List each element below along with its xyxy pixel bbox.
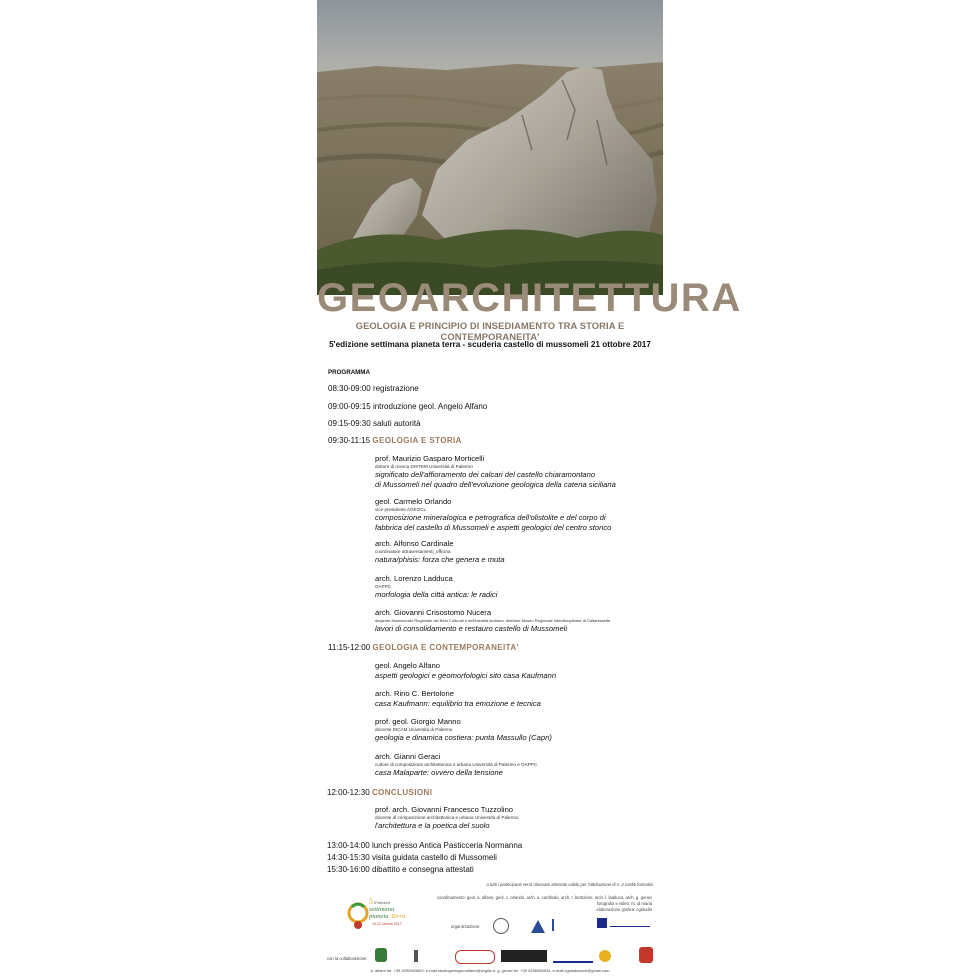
talk-title: di Mussomeli nel quadro dell'evoluzione geologica della catena siciliana <box>375 480 616 489</box>
logo-edition: 5°edizione <box>374 901 391 905</box>
time: 09:30-11:15 <box>328 436 371 445</box>
speaker-block <box>375 497 611 533</box>
logo-word: Terra <box>391 913 406 920</box>
speaker-name: arch. Rino C. Bertolone <box>375 689 454 698</box>
time: 13:00-14:00 <box>327 841 370 850</box>
speaker-role: vice presidente AGEOCL <box>375 507 427 512</box>
speaker-role: docente DICAM Università di Palermo <box>375 727 453 732</box>
time: 15:30-16:00 <box>327 865 370 874</box>
speaker-role: OAPPC <box>375 584 392 589</box>
coordination-credits <box>432 895 652 913</box>
activity: visita guidata castello di Mussomeli <box>371 853 497 862</box>
time: 11:15-12:00 <box>328 643 371 652</box>
speaker-role: docente di composizione architettonica e urbana Università di Palermo <box>375 815 519 820</box>
talk-title: lavori di consolidamento e restauro castello di Mussomeli <box>375 624 568 633</box>
speaker-role: cultore di composizione architettonica e urbana Università di Palermo e OAPPC <box>375 762 538 767</box>
speaker-block <box>375 717 552 743</box>
speaker-name: prof. Maurizio Gasparo Morticelli <box>375 454 485 463</box>
ance-logo <box>553 951 593 963</box>
session-header <box>328 436 462 445</box>
organizers-label: organizzazione: <box>451 924 481 929</box>
speaker-role: coordinatore attraversamenti_officina <box>375 549 451 554</box>
logo-word: settimana <box>369 906 395 913</box>
ordine-ingegneri-logo <box>455 950 495 964</box>
landscape-photo <box>317 0 663 295</box>
talk-title: geologia e dinamica costiera: punta Massullo (Capri) <box>375 733 552 742</box>
time: 12:00-12:30 <box>327 788 370 797</box>
speaker-name: prof. geol. Giorgio Manno <box>375 717 461 726</box>
contacts-line: a. alfano tel. +39 3392963853, e-mail studiogeologicoalfano@virgilio.it, g. geraci tel. +39 3296056543, e-mail cgstudioarch@gmail.com <box>370 968 610 973</box>
speaker-block <box>375 805 519 831</box>
speaker-block <box>375 752 537 778</box>
speaker-name: prof. arch. Giovanni Francesco Tuzzolino <box>375 805 514 814</box>
logo-date: 15-22 ottobre 2017 <box>372 922 402 926</box>
program-label: PROGRAMMA <box>328 369 370 376</box>
credit-line: coordinamento: geol. a. alfano, geol. c. orlando, arch. a. cardinale, arch. r. bertolone, arch. l. ladduca, arch. g. geraci <box>436 895 652 900</box>
credit-line: elaborazione grafica: cgstudio <box>596 907 652 912</box>
talk-title: fabbrica del castello di Mussomeli e aspetti geologici del centro storico <box>375 523 612 532</box>
session-header <box>327 788 432 797</box>
universita-logo <box>414 950 450 962</box>
session-title: GEOLOGIA E STORIA <box>372 436 462 445</box>
session-title: GEOLOGIA E CONTEMPORANEITA' <box>372 643 519 652</box>
collaboration-label: con la collaborazione: <box>327 956 368 961</box>
schedule-row <box>327 853 497 862</box>
poster-subtitle: GEOLOGIA E PRINCIPIO DI INSEDIAMENTO TRA STORIA E CONTEMPORANEITA' <box>355 320 625 342</box>
speaker-role: dottore di ricerca DISTEM Università di Palermo <box>375 464 473 469</box>
activity: dibattito e consegna attestati <box>371 865 474 874</box>
ageocl-logo <box>530 918 546 934</box>
rotary-logo <box>599 950 611 962</box>
logo-word: pianeta <box>369 913 389 920</box>
schedule-row <box>328 402 487 411</box>
session-header <box>328 643 519 652</box>
credit-line: fotografia e video: m. di maria <box>596 901 652 906</box>
logo-mark <box>347 895 417 935</box>
speaker-block <box>375 608 610 634</box>
schedule-row <box>328 384 419 393</box>
activity: saluti autorità <box>372 419 421 428</box>
speaker-name: arch. Alfonso Cardinale <box>375 539 454 548</box>
speaker-name: geol. Angelo Alfano <box>375 661 441 670</box>
talk-title: significato dell'affioramento dei calcari del castello chiaramontano <box>375 470 596 479</box>
attraversamenti-officina-logo <box>610 920 650 927</box>
attraversamenti-mark-logo <box>597 918 607 928</box>
speaker-name: arch. Gianni Geraci <box>375 752 441 761</box>
settimana-pianeta-terra-logo <box>347 895 417 935</box>
talk-title: composizione mineralogica e petrografica dell'olistolite e del corpo di <box>375 513 606 522</box>
talk-title: l'architettura e la poetica del suolo <box>375 821 490 830</box>
talk-title: aspetti geologici e geomorfologici sito casa Kaufmann <box>375 671 557 680</box>
speaker-name: arch. Giovanni Crisostomo Nucera <box>375 608 492 617</box>
time: 14:30-15:30 <box>327 853 370 862</box>
time: 09:00-09:15 <box>328 402 371 411</box>
speaker-block <box>375 661 556 681</box>
session-title: CONCLUSIONI <box>371 788 433 797</box>
speaker-name: geol. Carmelo Orlando <box>375 497 452 506</box>
activity: registrazione <box>372 384 419 393</box>
time: 09:15-09:30 <box>328 419 371 428</box>
credits-note: a tutti i partecipanti verrà rilasciato attestato valido per l'attribuzione di n. 4 crediti formativi <box>486 882 653 887</box>
speaker-block <box>375 689 541 709</box>
ordine-geologi-seal-logo <box>493 918 509 934</box>
activity: lunch presso Antica Pasticceria Normanna <box>371 841 523 850</box>
rock-landscape-image <box>317 0 663 295</box>
speaker-name: arch. Lorenzo Ladduca <box>375 574 453 583</box>
schedule-row <box>327 865 474 874</box>
schedule-row <box>327 841 522 850</box>
speaker-block <box>375 539 505 565</box>
talk-title: casa Malaparte: ovvero della tensione <box>375 768 503 777</box>
schedule-row <box>328 419 421 428</box>
event-poster <box>317 0 742 980</box>
speaker-role: dirigente Assessorato Regionale dei Beni Culturali e dell'Identità siciliana, direttore Museo Regionale interdisciplinare di Caltanissetta <box>375 618 611 623</box>
talk-title: morfologia della città antica: le radici <box>375 590 498 599</box>
poster-title: GEOARCHITETTURA <box>317 276 742 320</box>
speaker-block <box>375 574 497 600</box>
edition-line: 5'edizione settimana pianeta terra - scuderia castello di mussomeli 21 ottobre 2017 <box>329 340 651 349</box>
comune-mussomeli-logo <box>375 948 387 962</box>
time: 08:30-09:00 <box>328 384 371 393</box>
talk-title: casa Kaufmann: equilibrio tra emozione e tecnica <box>375 699 541 708</box>
sponsor-logo <box>501 950 547 962</box>
speaker-block <box>375 454 616 490</box>
crest-logo <box>639 947 653 963</box>
talk-title: natura/phisis: forza che genera e muta <box>375 555 505 564</box>
activity: introduzione geol. Angelo Alfano <box>372 402 488 411</box>
logo-number: 5 <box>369 897 373 906</box>
